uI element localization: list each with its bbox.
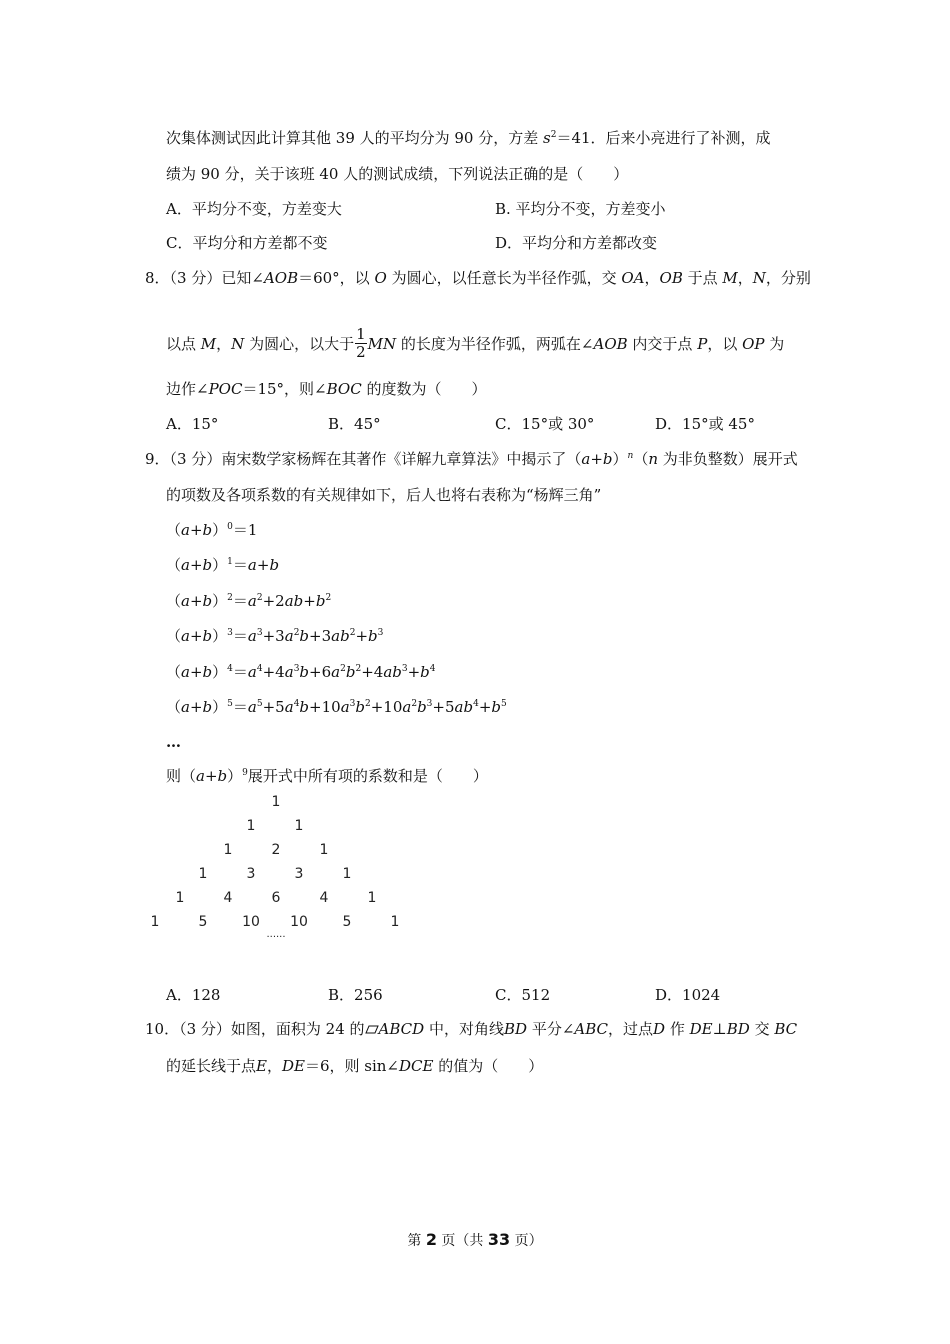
triangle-number: 10 (242, 914, 260, 930)
binomial-row-0: $(a+b)^0=1$ (166, 521, 258, 539)
q9-option-d: D．1024 (655, 986, 721, 1004)
binomial-row-1: $(a+b)^1=a+b$ (166, 556, 280, 574)
segment-label: BC (774, 1020, 798, 1038)
binomial-row-2: $(a+b)^2=a^2+2ab+b^2$ (166, 592, 332, 610)
punct: ， (644, 269, 660, 287)
q9-line2: 的项数及各项系数的有关规律如下，后人也将右表称为“杨辉三角” (166, 486, 602, 504)
triangle-number: 10 (290, 914, 308, 930)
q9-question: 则$(a+b)^9$展开式中所有项的系数和是（ ） (166, 767, 488, 785)
punct: ， (737, 269, 753, 287)
q9-line1 (145, 449, 798, 469)
binomial-row-3: $(a+b)^3=a^3+3a^2b+3ab^2+b^3$ (166, 627, 384, 645)
q8-text: 内交于点 (632, 335, 693, 353)
q10-line1 (145, 1019, 797, 1039)
footer-text: 第 (407, 1233, 426, 1249)
q8-text: 已知∠ (221, 269, 264, 287)
q10-text: 作 (669, 1020, 685, 1038)
expansion: ＝1 (232, 521, 258, 539)
q9-text: 展开式中所有项的系数和是（ ） (247, 767, 488, 785)
q7-text: ＝41．后来小亮进行了补测，成 (556, 129, 771, 147)
q8-text: 为圆心，以大于 (249, 335, 355, 353)
point-label: M (722, 269, 738, 287)
q8-text: ＝60°，以 (298, 269, 370, 287)
q10-text: ＝6，则 sin∠ (304, 1057, 400, 1075)
parallelogram-icon (365, 1025, 379, 1034)
segment-label: OA (621, 269, 645, 287)
plus: + (590, 450, 603, 468)
variance-exponent: 2 (550, 130, 557, 140)
q10-line2 (166, 1056, 543, 1076)
var-a: a (581, 450, 591, 468)
power-exponent: 2 (227, 593, 233, 603)
yang-hui-triangle (150, 790, 410, 960)
q8-text: 的长度为半径作弧，两弧在∠ (400, 335, 594, 353)
ellipsis: … (166, 733, 181, 751)
triangle-number: 1 (271, 794, 281, 810)
point-label: M (200, 335, 217, 353)
perpendicular-symbol: ⊥ (712, 1020, 727, 1038)
triangle-number: 1 (223, 842, 233, 858)
q8-text: ，分别 (765, 269, 811, 287)
triangle-number: 1 (246, 818, 256, 834)
q9-text: 南宋数学家杨辉在其著作《详解九章算法》中揭示了（ (221, 450, 582, 468)
power-exponent: 0 (227, 522, 233, 532)
q10-text: 的值为（ ） (438, 1057, 544, 1075)
q8-option-b: B．45° (328, 415, 381, 433)
question-score: （3 分） (179, 1020, 231, 1038)
power-exponent: 1 (227, 557, 233, 567)
point-label: D (653, 1020, 666, 1038)
power-exponent: 5 (227, 699, 233, 709)
question-number: 10． (145, 1020, 180, 1038)
q9-option-b: B．256 (328, 986, 383, 1004)
q10-text: 平分∠ (531, 1020, 575, 1038)
var-b: b (602, 450, 613, 468)
triangle-number: 5 (342, 914, 352, 930)
q8-line3 (166, 379, 486, 399)
triangle-number: 1 (294, 818, 304, 834)
segment-label: DE (689, 1020, 713, 1038)
q8-option-a: A．15° (166, 415, 219, 433)
triangle-number: 1 (319, 842, 329, 858)
q7-text: 次集体测试因此计算其他 39 人的平均分为 90 分，方差 (166, 129, 539, 147)
q7-option-a: A．平均分不变，方差变大 (166, 200, 342, 218)
question-score: （3 分） (169, 269, 222, 287)
q9-text: 则（ (166, 767, 197, 785)
fraction-one-half (355, 326, 367, 361)
triangle-number: 1 (367, 890, 377, 906)
footer-text: 页） (510, 1233, 543, 1249)
triangle-number: 1 (342, 866, 352, 882)
q9-text: ） (612, 450, 628, 468)
angle-label: BOC (326, 380, 362, 398)
q10-text: 如图，面积为 24 的 (230, 1020, 365, 1038)
q7-option-b: B. 平均分不变，方差变小 (495, 200, 666, 218)
triangle-number: 5 (198, 914, 208, 930)
segment-label: MN (367, 335, 397, 353)
shape-label: ABCD (378, 1020, 425, 1038)
q8-line1 (145, 268, 811, 288)
fraction-denominator: 2 (356, 342, 366, 361)
triangle-number: 3 (294, 866, 304, 882)
triangle-number: 2 (271, 842, 281, 858)
point-label: N (752, 269, 766, 287)
binomial-row-4: $(a+b)^4=a^4+4a^3b+6a^2b^2+4ab^3+b^4$ (166, 663, 436, 681)
segment-label: OB (659, 269, 683, 287)
fraction-numerator: 1 (356, 324, 366, 343)
triangle-number: 3 (246, 866, 256, 882)
footer-text: 页（共 (436, 1233, 488, 1249)
page-number: 2 (425, 1230, 437, 1249)
point-label: P (697, 335, 708, 353)
question-score: （3 分） (169, 450, 222, 468)
triangle-number: 1 (198, 866, 208, 882)
q8-text: 为圆心，以任意长为半径作弧，交 (391, 269, 617, 287)
segment-label: OP (742, 335, 765, 353)
q7-option-c: C．平均分和方差都不变 (166, 234, 328, 252)
punct: ， (266, 1057, 282, 1075)
q8-option-c: C．15°或 30° (495, 415, 595, 433)
q7-option-d: D．平均分和方差都改变 (495, 234, 658, 252)
power-exponent: 9 (242, 768, 248, 778)
triangle-number: 1 (150, 914, 160, 930)
q8-text: 边作∠ (166, 380, 209, 398)
punct: ， (216, 335, 232, 353)
q10-text: 交 (754, 1020, 770, 1038)
q8-text: 以点 (166, 335, 197, 353)
angle-label: ABC (574, 1020, 609, 1038)
segment-label: BD (726, 1020, 750, 1038)
triangle-continuation: ······ (266, 932, 286, 943)
angle-label: POC (208, 380, 243, 398)
angle-label: AOB (593, 335, 628, 353)
q10-text: ，过点 (608, 1020, 654, 1038)
q9-option-c: C．512 (495, 986, 551, 1004)
point-label: E (256, 1057, 267, 1075)
q10-text: 中，对角线 (428, 1020, 504, 1038)
triangle-number: 1 (175, 890, 185, 906)
q8-text: 的度数为（ ） (366, 380, 487, 398)
triangle-number: 1 (390, 914, 400, 930)
q10-text: 的延长线于点 (166, 1057, 257, 1075)
q8-text: ，以 (707, 335, 738, 353)
triangle-number: 4 (319, 890, 329, 906)
point-label: O (374, 269, 387, 287)
binomial-row-5: $(a+b)^5=a^5+5a^4b+10a^3b^2+10a^2b^3+5ab^4+b^5$ (166, 698, 507, 716)
q9-text: （ (633, 450, 649, 468)
q8-text: 于点 (687, 269, 718, 287)
segment-label: BD (503, 1020, 528, 1038)
q9-text: ） (227, 767, 243, 785)
q8-option-d: D．15°或 45° (655, 415, 755, 433)
page-footer (0, 1230, 950, 1250)
question-number: 8． (145, 269, 170, 287)
q8-line2 (166, 326, 784, 363)
q7-line2: 绩为 90 分，关于该班 40 人的测试成绩，下列说法正确的是（ ） (166, 165, 629, 183)
triangle-number: 6 (271, 890, 281, 906)
exponent-n: n (627, 451, 634, 461)
var-n: n (648, 450, 659, 468)
segment-label: DE (281, 1057, 305, 1075)
q9-text: 为非负整数）展开式 (662, 450, 798, 468)
triangle-number: 4 (223, 890, 233, 906)
angle-label: AOB (263, 269, 299, 287)
power-exponent: 3 (227, 628, 233, 638)
q8-text: 为 (769, 335, 785, 353)
angle-label: DCE (399, 1057, 434, 1075)
point-label: N (231, 335, 245, 353)
variance-symbol: s (543, 129, 551, 147)
q8-text: ＝15°，则∠ (242, 380, 327, 398)
q7-line1 (166, 128, 771, 148)
question-number: 9． (145, 450, 170, 468)
power-exponent: 4 (227, 664, 233, 674)
page-total: 33 (487, 1230, 511, 1249)
q9-option-a: A．128 (166, 986, 221, 1004)
